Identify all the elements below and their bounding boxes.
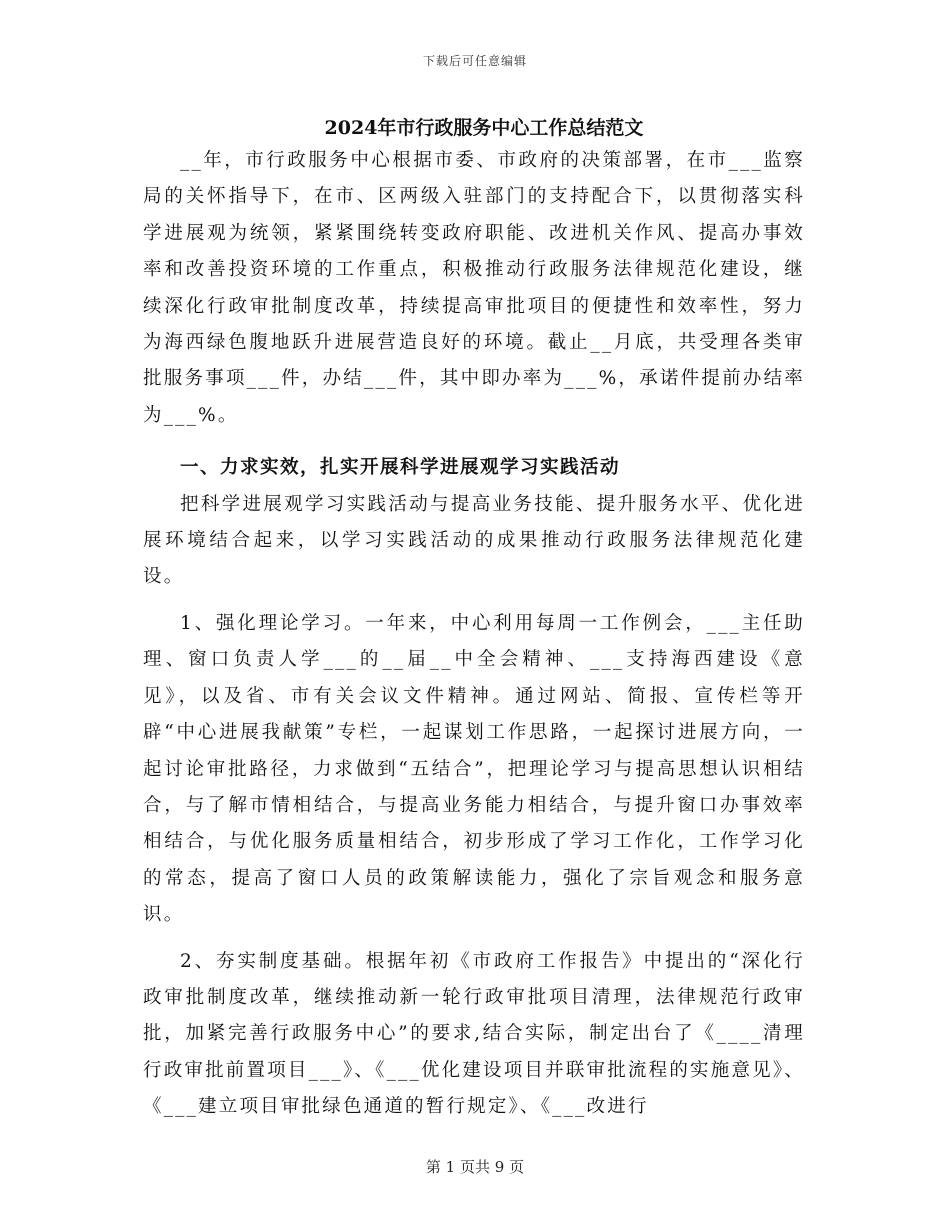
- page-header-note: 下载后可任意编辑: [422, 54, 527, 68]
- spacer: [143, 596, 805, 606]
- section-1-paragraph: 把科学进展观学习实践活动与提高业务技能、提升服务水平、优化进展环境结合起来，以学习实践活动的成果推动行政服务法律规范化建设。: [143, 493, 805, 588]
- item-2-paragraph: 2、夯实制度基础。根据年初《市政府工作报告》中提出的“深化行政审批制度改革，继续推动新一轮行政审批项目清理，法律规范行政审批，加紧完善行政服务中心”的要求,结合实际，制定出台了《____清理行政审批前置项目___》、《___优化建设项目并联审批流程的实施意见》、《___建立项目审批绿色通道的暂行规定》、《___改进行: [143, 950, 805, 1118]
- page-number: 第 1 页共 9 页: [425, 1158, 525, 1176]
- spacer: [143, 934, 805, 944]
- document-body: [143, 113, 805, 1126]
- item-1-paragraph: 1、强化理论学习。一年来，中心利用每周一工作例会，___主任助理、窗口负责人学___的__届__中全会精神、___支持海西建设《意见》，以及省、市有关会议文件精神。通过网站、简报、宣传栏等开辟“中心进展我献策”专栏，一起谋划工作思路，一起探讨进展方向，一起讨论审批路径，力求做到“五结合”，把理论学习与提高思想认识相结合，与了解市情相结合，与提高业务能力相结合，与提升窗口办事效率相结合，与优化服务质量相结合，初步形成了学习工作化，工作学习化的常态，提高了窗口人员的政策解读能力，强化了宗旨观念和服务意识。: [143, 612, 805, 926]
- document-title: 2024年市行政服务中心工作总结范文: [324, 117, 644, 139]
- intro-paragraph: __年，市行政服务中心根据市委、市政府的决策部署，在市___监察局的关怀指导下，在市、区两级入驻部门的支持配合下，以贯彻落实科学进展观为统领，紧紧围绕转变政府职能、改进机关作风、提高办事效率和改善投资环境的工作重点，积极推动行政服务法律规范化建设，继续深化行政审批制度改革，持续提高审批项目的便捷性和效率性，努力为海西绿色腹地跃升进展营造良好的环境。截止__月底，共受理各类审批服务事项___件，办结___件，其中即办率为___%，承诺件提前办结率为___%。: [143, 150, 805, 426]
- section-1-heading: 一、力求实效，扎实开展科学进展观学习实践活动: [180, 457, 621, 479]
- spacer: [143, 434, 805, 444]
